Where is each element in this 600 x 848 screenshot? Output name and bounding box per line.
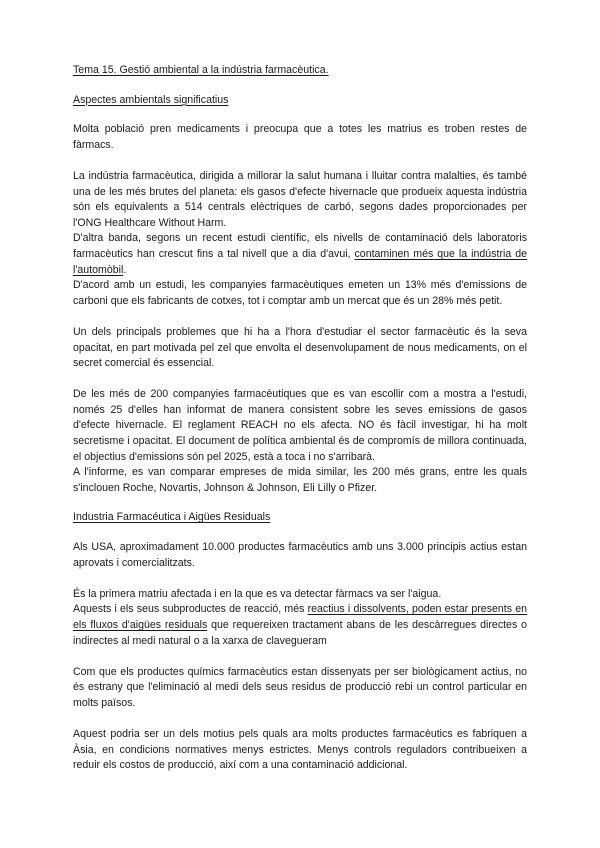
paragraph: D'acord amb un estudi, les companyies farmacèutiques emeten un 13% més d'emissions de carboni que els fabricants de cotxes, tot i comptar amb un mercat que és un 28% més petit.: [73, 279, 527, 307]
paragraph: A l'informe, es van comparar empreses de mida similar, les 200 més grans, entre les quals s'inclouen Roche, Novartis, Johnson & Johnson, Eli Lilly o Pfizer.: [73, 466, 527, 494]
paragraph: [73, 231, 527, 278]
paragraph: Un dels principals problemes que hi ha a l'hora d'estudiar el sector farmacèutic és la seva opacitat, en part motivada pel zel que envolta el desenvolupament de nous medicaments, on el secret comercial és essencial.: [73, 325, 527, 370]
paragraph-text: Aquests i els seus subproductes de reacció, més: [73, 603, 308, 616]
underlined-phrase: reactius i dissolvents, poden estar presents en els fluxos d'aigües residuals: [73, 603, 527, 631]
paragraph: [73, 602, 527, 649]
underlined-phrase: contaminen més que la indústria de l'automòbil: [73, 247, 527, 276]
paragraph: Aquest podria ser un dels motius pels quals ara molts productes farmacèutics es fabriquen a Àsia, en condicions normatives menys estrictes. Menys controls reguladors contribueixen a reduir els costos de producció, així com a una contaminació addicional.: [73, 728, 527, 772]
paragraph: La indústria farmacèutica, dirigida a millorar la salut humana i lluitar contra malalties, és també una de les més brutes del planeta: els gasos d'efecte hivernacle que produeix aquesta indústria són els equivalents a 514 centrals elèctriques de carbó, segons dades proporcionades per l'ONG Healthcare Without Harm.: [73, 169, 527, 229]
document-title: Tema 15. Gestió ambiental a la indústria farmacèutica.: [73, 64, 329, 76]
paragraph: Molta població pren medicaments i preocupa que a totes les matrius es troben restes de fàrmacs.: [73, 123, 527, 151]
paragraph: De les més de 200 companyies farmacèutiques que es van escollir com a mostra a l'estudi, només 25 d'elles han informat de manera consistent sobre les seves emissions de gasos d'efecte hivernacle. El reglament REACH no els afecta. NO és fàcil investigar, hi ha molt secretisme i opacitat. El document de política ambiental és de compromís de millora continuada, el objectius d'emissions són pel 2025, està a toca i no s'arribarà.: [73, 388, 527, 463]
paragraph-text: D'altra banda, segons un recent estudi científic, els nivells de contaminació dels laboratoris farmacèutics han crescut fins a tal nivell que a dia d'avui,: [73, 232, 527, 260]
document-page: [73, 63, 527, 774]
paragraph: És la primera matriu afectada i en la que es va detectar fàrmacs va ser l'aigua.: [73, 587, 442, 600]
paragraph-text: .: [123, 263, 127, 276]
paragraph-text: que requereixen tractament abans de les descàrregues directes o indirectes al medi natural o a la xarxa de clavegueram: [73, 619, 527, 647]
paragraph: Als USA, aproximadament 10.000 productes farmacèutics amb uns 3.000 principis actius estan aprovats i comercialitzats.: [73, 541, 527, 569]
paragraph: Com que els productes químics farmacèutics estan dissenyats per ser biològicament actius, no és estrany que l'eliminació al medi dels seus residus de producció rebi un control particular en molts països.: [73, 665, 527, 709]
section-heading-aigues: Industria Farmacéutica i Aigües Residuals: [73, 511, 271, 524]
section-heading-aspectes: Aspectes ambientals significatius: [73, 93, 229, 106]
